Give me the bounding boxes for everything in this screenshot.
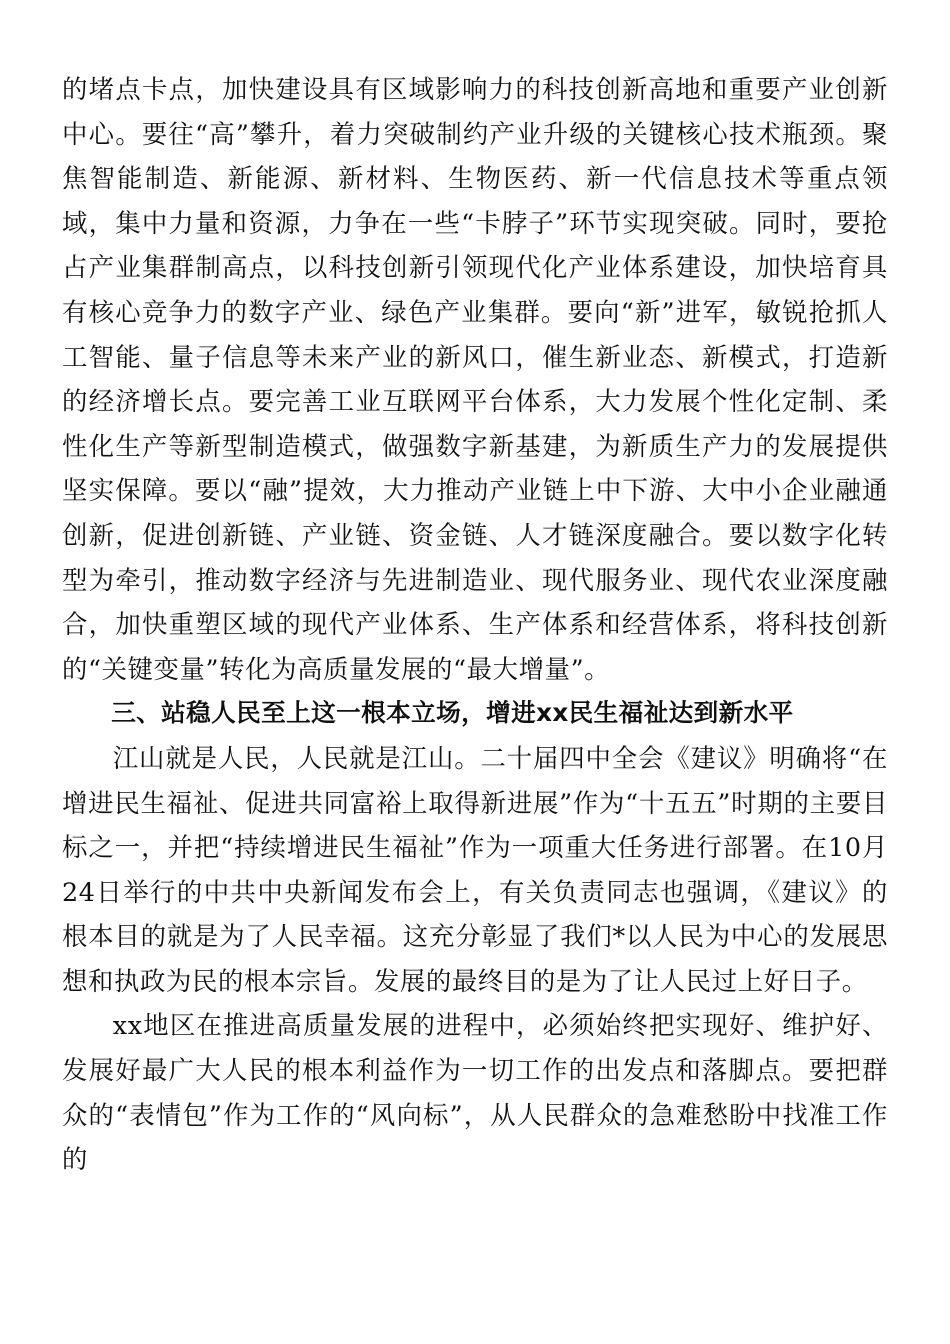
body-paragraph-continued: 的堵点卡点，加快建设具有区域影响力的科技创新高地和重要产业创新中心。要往“高”攀升，着力突破制约产业升级的关键核心技术瓶颈。聚焦智能制造、新能源、新材料、生物医药、新一代信息技术等重点领域，集中力量和资源，力争在一些“卡脖子”环节实现突破。同时，要抢占产业集群制高点，以科技创新引领现代化产业体系建设，加快培育具有核心竞争力的数字产业、绿色产业集群。要向“新”进军，敏锐抢抓人工智能、量子信息等未来产业的新风口，催生新业态、新模式，打造新的经济增长点。要完善工业互联网平台体系，大力发展个性化定制、柔性化生产等新型制造模式，做强数字新基建，为新质生产力的发展提供坚实保障。要以“融”提效，大力推动产业链上中下游、大中小企业融通创新，促进创新链、产业链、资金链、人才链深度融合。要以数字化转型为牵引，推动数字经济与先进制造业、现代服务业、现代农业深度融合，加快重塑区域的现代产业体系、生产体系和经营体系，将科技创新的“关键变量”转化为高质量发展的“最大增量”。 [62,74,888,684]
body-paragraph: xx地区在推进高质量发展的进程中，必须始终把实现好、维护好、发展好最广大人民的根本利益作为一切工作的出发点和落脚点。要把群众的“表情包”作为工作的“风向标”，从人民群众的急难愁盼中找准工作的 [62,1010,888,1175]
section-heading: 三、站稳人民至上这一根本立场，增进xx民生福祉达到新水平 [111,698,794,728]
document-body [62,67,888,1182]
body-paragraph: 江山就是人民，人民就是江山。二十届四中全会《建议》明确将“在增进民生福祉、促进共同富裕上取得新进展”作为“十五五”时期的主要目标之一，并把“持续增进民生福祉”作为一项重大任务进行部署。在10月24日举行的中共中央新闻发布会上，有关负责同志也强调，《建议》的根本目的就是为了人民幸福。这充分彰显了我们*以人民为中心的发展思想和执政为民的根本宗旨。发展的最终目的是为了让人民过上好日子。 [62,742,888,996]
